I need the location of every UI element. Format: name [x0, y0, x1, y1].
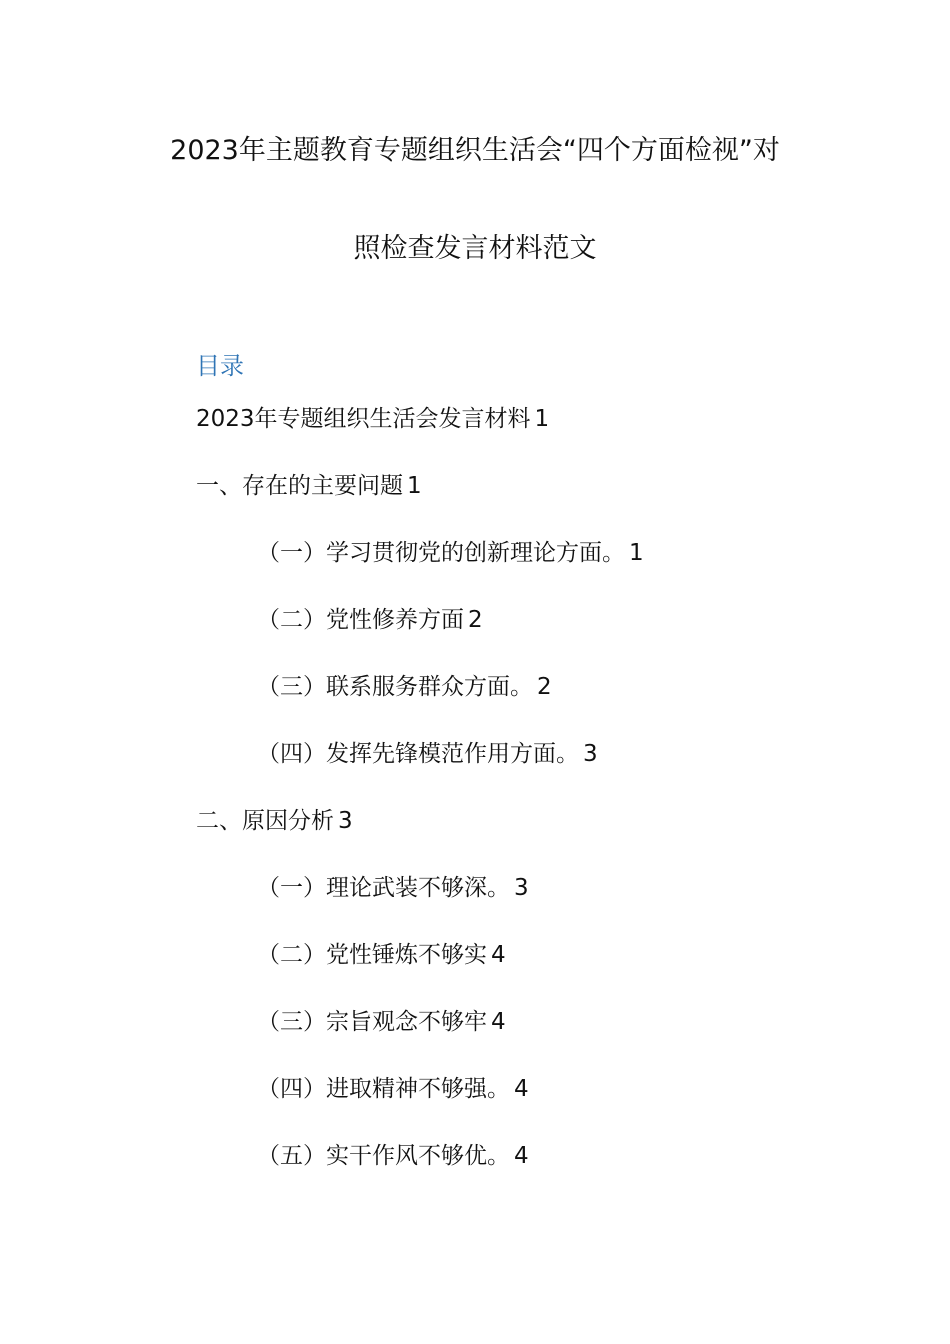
toc-entry-title: （五）实干作风不够优。 [257, 1143, 510, 1169]
toc-entry-title: （四）进取精神不够强。 [257, 1076, 510, 1102]
toc-entry-title: （二）党性修养方面 [257, 607, 464, 633]
toc-entry-title: （一）理论武装不够深。 [257, 875, 510, 901]
toc-page-number: 4 [491, 1009, 506, 1035]
toc-page-number: 4 [491, 942, 506, 968]
toc-page-number: 2 [468, 607, 483, 633]
toc-page-number: 3 [514, 875, 529, 901]
toc-heading: 目录 [196, 352, 244, 380]
document-title-line-1: 2023年主题教育专题组织生活会“四个方面检视”对 [170, 135, 780, 166]
toc-page-number: 3 [338, 808, 353, 834]
toc-page-number: 4 [514, 1076, 529, 1102]
toc-page-number: 1 [407, 473, 422, 499]
toc-entry-title: 一、存在的主要问题 [196, 473, 403, 499]
toc-entry-title: （一）学习贯彻党的创新理论方面。 [257, 540, 625, 566]
toc-entry-title: （三）宗旨观念不够牢 [257, 1009, 487, 1035]
toc-page-number: 1 [534, 406, 550, 432]
toc-page-number: 4 [514, 1143, 529, 1169]
toc-entry-title: （三）联系服务群众方面。 [257, 674, 533, 700]
toc-page-number: 2 [537, 674, 552, 700]
toc-entry-title: 2023年专题组织生活会发言材料 [196, 406, 531, 432]
toc-page-number: 3 [583, 741, 598, 767]
toc-entry-title: （四）发挥先锋模范作用方面。 [257, 741, 579, 767]
toc-page-number: 1 [629, 540, 644, 566]
document-title-line-2: 照检查发言材料范文 [353, 233, 597, 264]
toc-entry-title: （二）党性锤炼不够实 [257, 942, 487, 968]
toc-entry-title: 二、原因分析 [196, 808, 334, 834]
